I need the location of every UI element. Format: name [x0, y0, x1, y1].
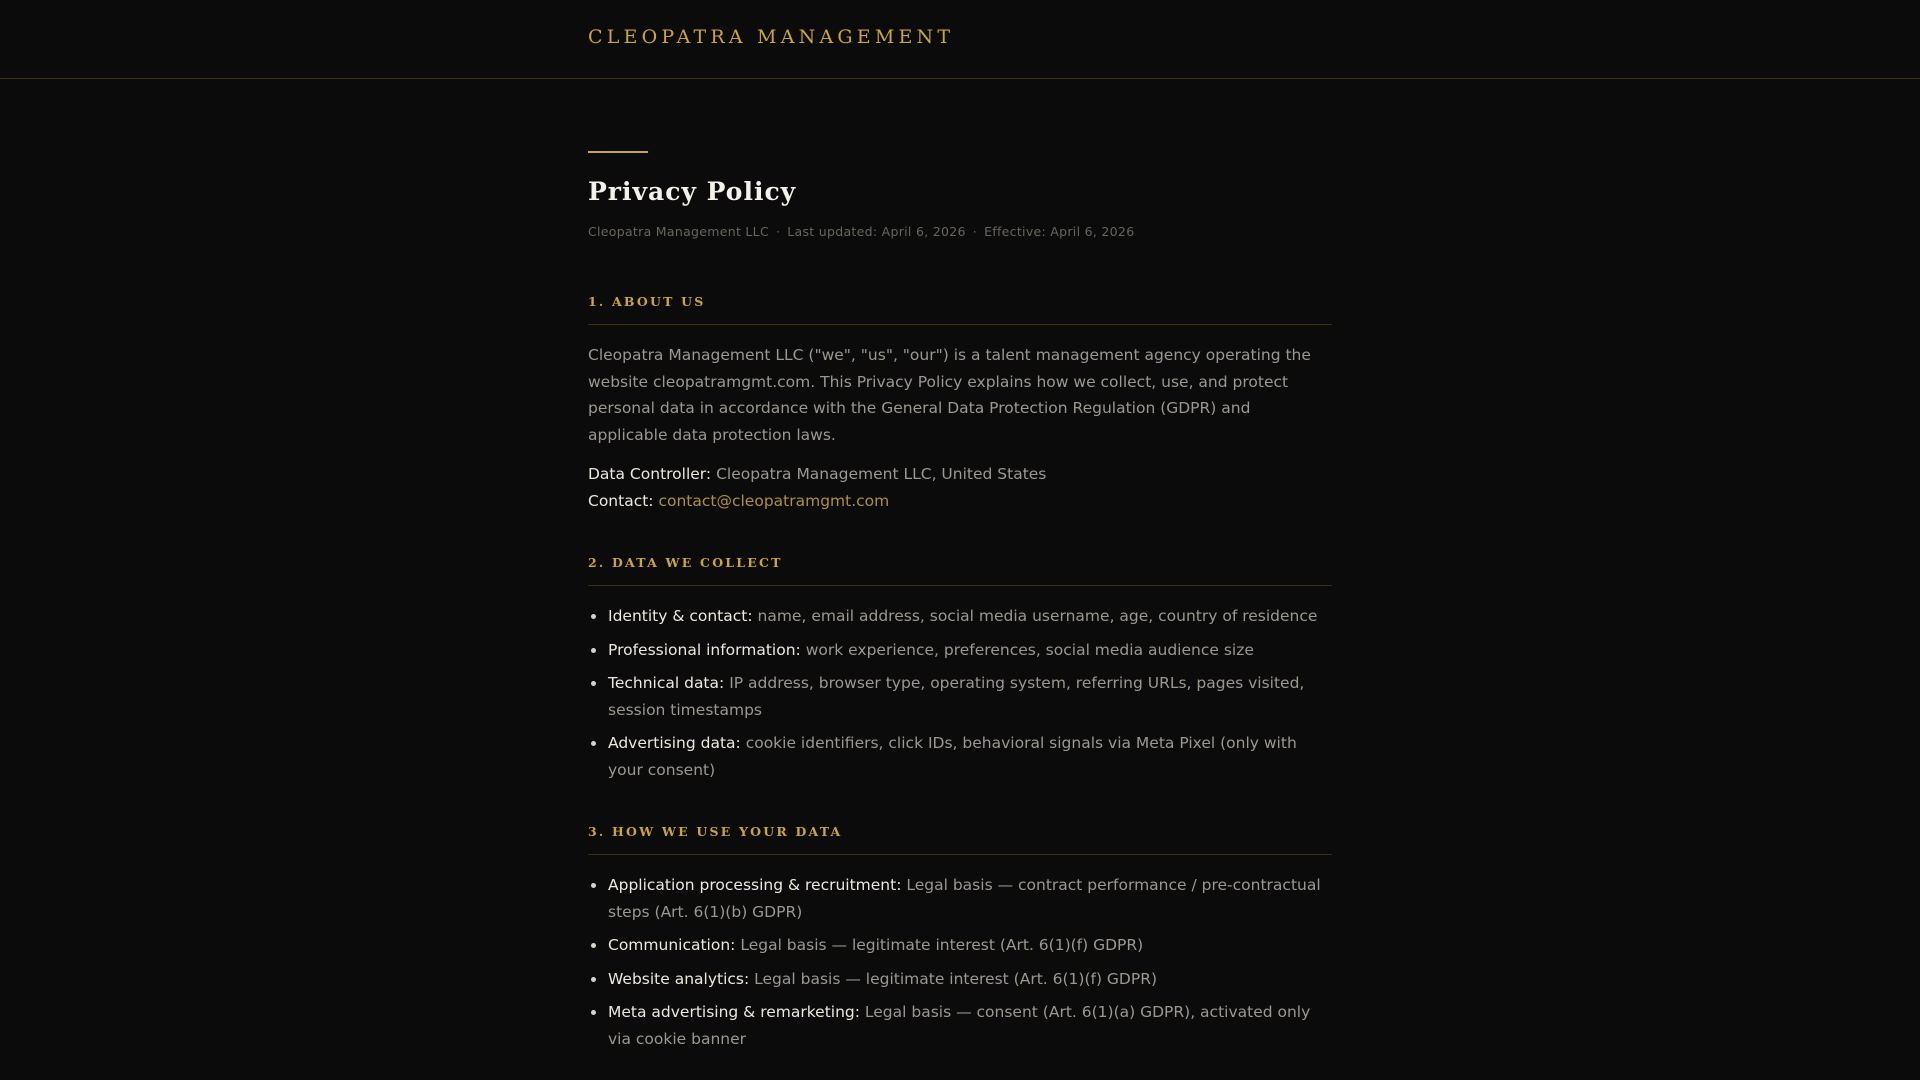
section-data-we-collect — [588, 555, 1332, 783]
item-text: cookie identifiers, click IDs, behavioral signals via Meta Pixel (only with your consent) — [608, 734, 1297, 779]
section-about-us — [588, 294, 1332, 514]
data-controller-value: Cleopatra Management LLC, United States — [716, 465, 1047, 483]
meta-separator: · — [775, 224, 781, 239]
item-text: IP address, browser type, operating system, referring URLs, pages visited, session timestamps — [608, 674, 1305, 719]
about-paragraph: Cleopatra Management LLC ("we", "us", "our") is a talent management agency operating the website cleopatramgmt.com. This Privacy Policy explains how we collect, use, and protect personal data in accordance with the General Data Protection Regulation (GDPR) and applicable data protection laws. — [588, 346, 1311, 444]
controller-info — [588, 461, 1332, 514]
item-label: Meta advertising & remarketing: — [608, 1003, 860, 1021]
section-how-we-use-data — [588, 824, 1332, 1052]
site-header — [0, 0, 1920, 79]
bullet-icon — [591, 614, 596, 619]
item-text: Legal basis — legitimate interest (Art. 6(1)(f) GDPR) — [740, 936, 1144, 954]
policy-meta — [588, 224, 1332, 239]
contact-row — [588, 488, 1332, 515]
item-label: Application processing & recruitment: — [608, 876, 902, 894]
item-text: name, email address, social media username, age, country of residence — [757, 607, 1318, 625]
item-text: Legal basis — consent (Art. 6(1)(a) GDPR), activated only via cookie banner — [608, 1003, 1311, 1048]
list-item — [588, 670, 1332, 723]
data-usage-list — [588, 872, 1332, 1052]
title-accent-line — [588, 151, 648, 153]
section-heading: 2. DATA WE COLLECT — [588, 555, 1332, 586]
list-item — [588, 932, 1332, 959]
list-item — [588, 637, 1332, 664]
meta-separator: · — [972, 224, 978, 239]
data-collected-list — [588, 603, 1332, 783]
data-controller-label: Data Controller: — [588, 465, 712, 483]
item-text: Legal basis — legitimate interest (Art. 6(1)(f) GDPR) — [754, 969, 1158, 988]
data-controller-row — [588, 461, 1332, 488]
list-item — [588, 603, 1332, 630]
list-item — [588, 966, 1332, 993]
item-label: Identity & contact: — [608, 607, 753, 625]
bullet-icon — [591, 681, 596, 686]
item-label: Professional information: — [608, 640, 801, 659]
bullet-icon — [591, 1010, 596, 1015]
meta-last-updated: Last updated: April 6, 2026 — [787, 224, 966, 239]
contact-email-link[interactable]: contact@cleopatramgmt.com — [658, 491, 890, 510]
meta-company: Cleopatra Management LLC — [588, 224, 769, 239]
bullet-icon — [591, 648, 596, 653]
item-label: Advertising data: — [608, 734, 741, 752]
item-label: Website analytics: — [608, 969, 750, 988]
section-heading: 3. HOW WE USE YOUR DATA — [588, 824, 1332, 855]
bullet-icon — [591, 977, 596, 982]
brand-logo-link[interactable]: CLEOPATRA MANAGEMENT — [588, 26, 955, 48]
list-item — [588, 872, 1332, 925]
item-label: Communication: — [608, 936, 736, 954]
bullet-icon — [591, 943, 596, 948]
item-text: Legal basis — contract performance / pre-contractual steps (Art. 6(1)(b) GDPR) — [608, 876, 1321, 921]
policy-content — [588, 151, 1332, 1052]
bullet-icon — [591, 741, 596, 746]
bullet-icon — [591, 883, 596, 888]
item-text: work experience, preferences, social media audience size — [805, 640, 1254, 659]
page-title: Privacy Policy — [588, 177, 797, 206]
item-label: Technical data: — [608, 674, 725, 692]
list-item — [588, 730, 1332, 783]
meta-effective: Effective: April 6, 2026 — [984, 224, 1135, 239]
section-heading: 1. ABOUT US — [588, 294, 1332, 325]
list-item — [588, 999, 1332, 1052]
contact-label: Contact: — [588, 491, 654, 510]
